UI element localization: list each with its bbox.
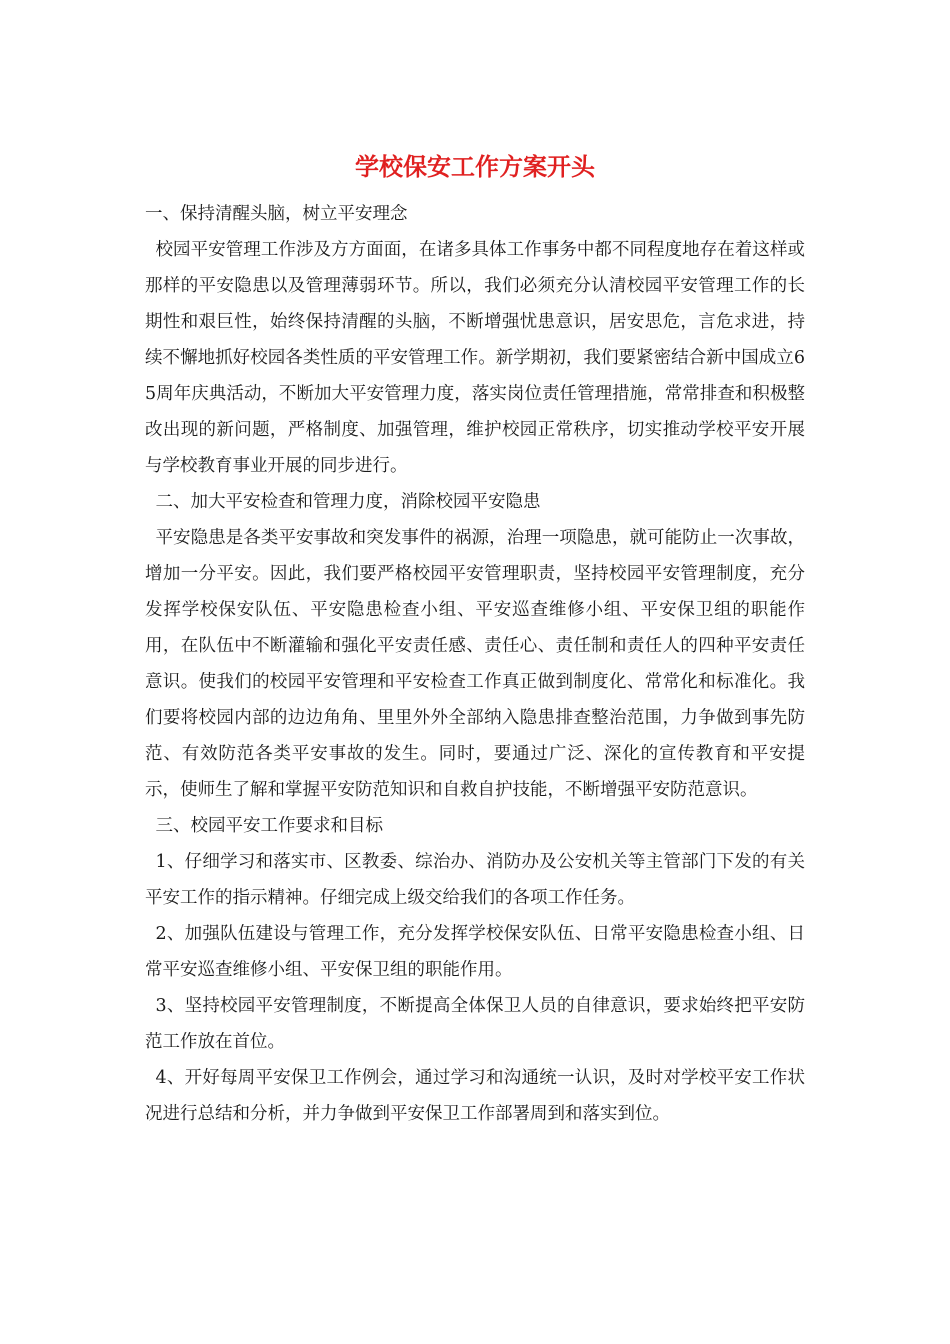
document-title: 学校保安工作方案开头 [355, 152, 595, 181]
list-item-4: 4、开好每周平安保卫工作例会，通过学习和沟通统一认识，及时对学校平安工作状况进行总结和分析，并力争做到平安保卫工作部署周到和落实到位。 [145, 1068, 805, 1124]
list-item-1: 1、仔细学习和落实市、区教委、综治办、消防办及公安机关等主管部门下发的有关平安工作的指示精神。仔细完成上级交给我们的各项工作任务。 [145, 852, 805, 908]
paragraph-1: 校园平安管理工作涉及方方面面，在诸多具体工作事务中都不同程度地存在着这样或那样的平安隐患以及管理薄弱环节。所以，我们必须充分认清校园平安管理工作的长期性和艰巨性，始终保持清醒的头脑，不断增强忧患意识，居安思危，言危求进，持续不懈地抓好校园各类性质的平安管理工作。新学期初，我们要紧密结合新中国成立65周年庆典活动，不断加大平安管理力度，落实岗位责任管理措施，常常排查和积极整改出现的新问题，严格制度、加强管理，维护校园正常秩序，切实推动学校平安开展与学校教育事业开展的同步进行。 [145, 240, 805, 476]
document-body [145, 196, 805, 1132]
paragraph-2: 平安隐患是各类平安事故和突发事件的祸源，治理一项隐患，就可能防止一次事故，增加一分平安。因此，我们要严格校园平安管理职责，坚持校园平安管理制度，充分发挥学校保安队伍、平安隐患检查小组、平安巡查维修小组、平安保卫组的职能作用，在队伍中不断灌输和强化平安责任感、责任心、责任制和责任人的四种平安责任意识。使我们的校园平安管理和平安检查工作真正做到制度化、常常化和标准化。我们要将校园内部的边边角角、里里外外全部纳入隐患排查整治范围，力争做到事先防范、有效防范各类平安事故的发生。同时，要通过广泛、深化的宣传教育和平安提示，使师生了解和掌握平安防范知识和自救自护技能，不断增强平安防范意识。 [145, 528, 805, 800]
list-item-2: 2、加强队伍建设与管理工作，充分发挥学校保安队伍、日常平安隐患检查小组、日常平安巡查维修小组、平安保卫组的职能作用。 [145, 924, 805, 980]
list-item-3: 3、坚持校园平安管理制度，不断提高全体保卫人员的自律意识，要求始终把平安防范工作放在首位。 [145, 996, 805, 1052]
section-heading-2: 二、加大平安检查和管理力度，消除校园平安隐患 [155, 492, 541, 512]
section-heading-3: 三、校园平安工作要求和目标 [155, 816, 383, 836]
section-heading-1: 一、保持清醒头脑，树立平安理念 [145, 204, 408, 224]
